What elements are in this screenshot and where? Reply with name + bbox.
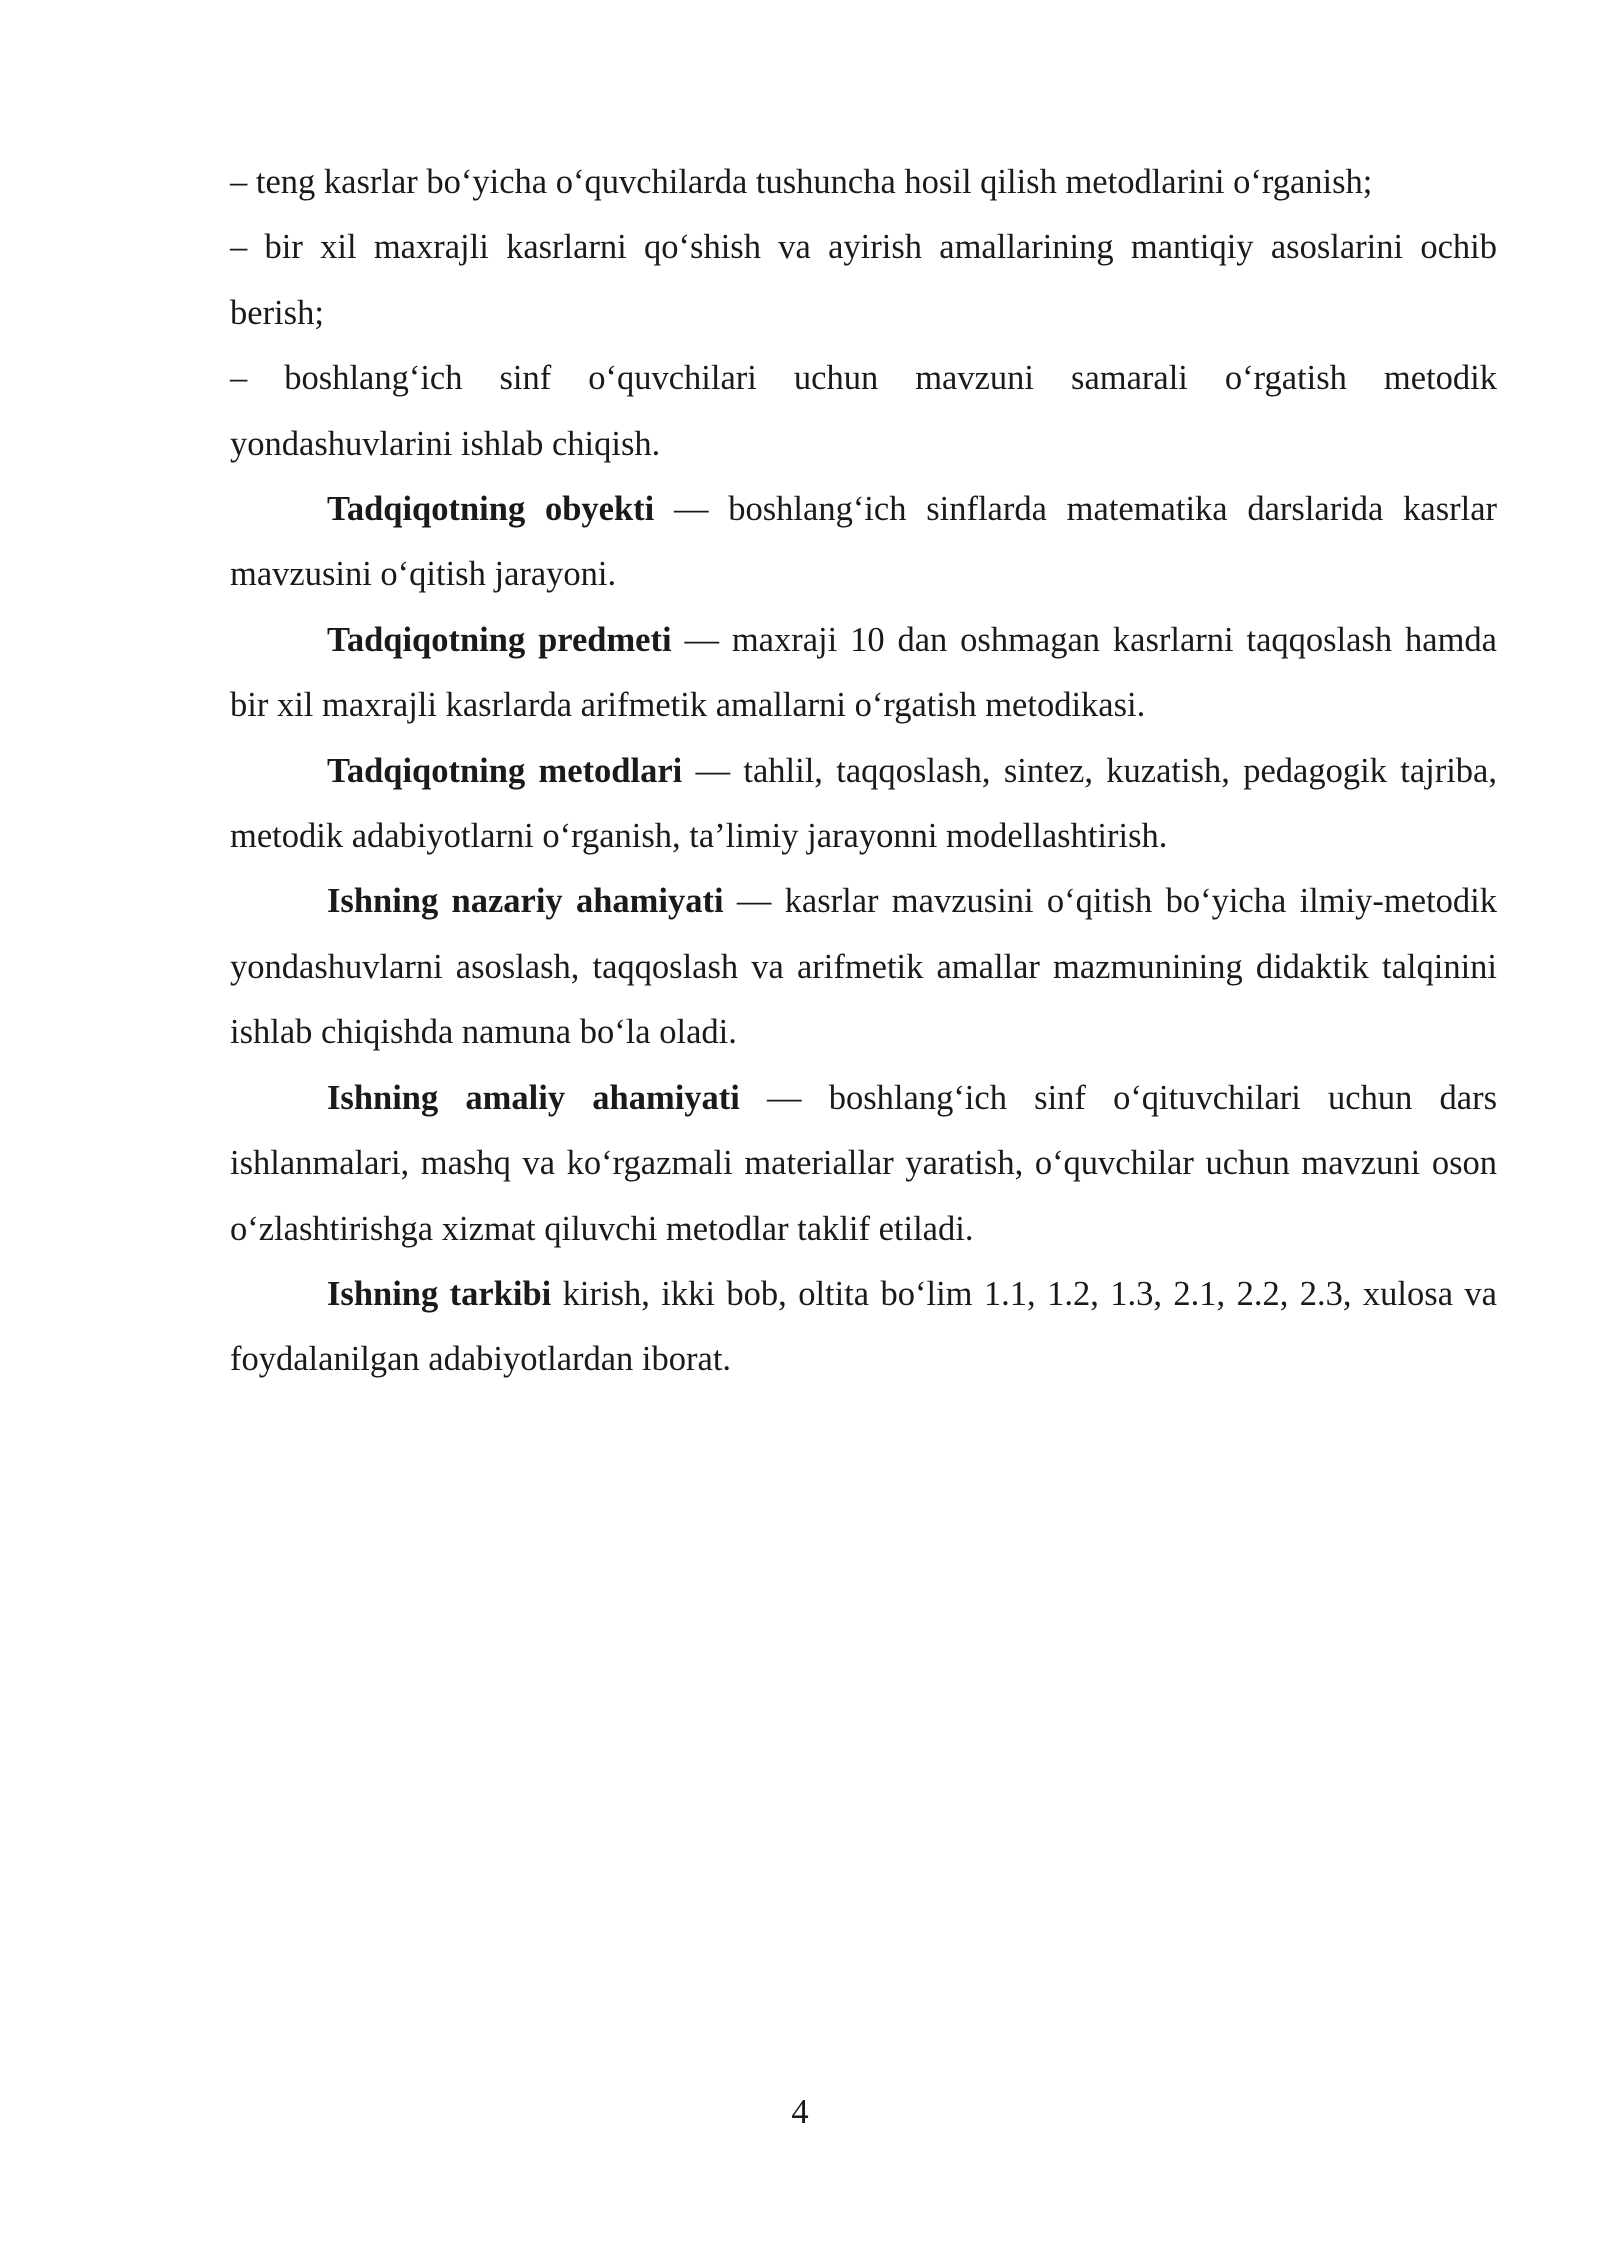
section-term: Ishning nazariy ahamiyati xyxy=(327,882,724,921)
section-structure xyxy=(230,1262,1497,1393)
section-research-subject xyxy=(230,608,1497,739)
section-text: — tahlil, taqqoslash, sintez, kuzatish, pedagogik tajriba, metodik adabiyotlarni o‘rganish, ta’limiy jarayonni modellashtirish. xyxy=(230,751,1497,856)
section-term: Tadqiqotning obyekti xyxy=(327,490,655,529)
section-research-methods xyxy=(230,739,1497,870)
section-term: Tadqiqotning metodlari xyxy=(327,751,683,790)
section-theoretical-significance xyxy=(230,869,1497,1065)
section-term: Ishning amaliy ahamiyati xyxy=(327,1078,740,1117)
section-text: kirish, ikki bob, oltita bo‘lim 1.1, 1.2, 1.3, 2.1, 2.2, 2.3, xulosa va foydalanilgan adabiyotlardan iborat. xyxy=(230,1274,1497,1379)
section-text: — maxraji 10 dan oshmagan kasrlarni taqqoslash hamda bir xil maxrajli kasrlarda arifmetik amallarni o‘rgatish metodikasi. xyxy=(230,620,1497,725)
section-term: Tadqiqotning predmeti xyxy=(327,620,672,659)
objective-item-1: – teng kasrlar bo‘yicha o‘quvchilarda tushuncha hosil qilish metodlarini o‘rganish; xyxy=(230,163,1373,201)
section-term: Ishning tarkibi xyxy=(327,1274,552,1313)
objective-item-3: – boshlang‘ich sinf o‘quvchilari uchun mavzuni samarali o‘rgatish metodik yondashuvlarini ishlab chiqish. xyxy=(230,359,1497,463)
section-text: — boshlang‘ich sinf o‘qituvchilari uchun dars ishlanmalari, mashq va ko‘rgazmali materiallar yaratish, o‘quvchilar uchun mavzuni oson o‘zlashtirishga xizmat qiluvchi metodlar taklif etiladi. xyxy=(230,1078,1498,1248)
section-text: — boshlang‘ich sinflarda matematika darslarida kasrlar mavzusini o‘qitish jarayoni. xyxy=(230,490,1497,594)
page-number: 4 xyxy=(791,2093,809,2131)
section-research-object xyxy=(230,477,1497,608)
page-body xyxy=(230,150,1497,1393)
section-practical-significance xyxy=(230,1066,1497,1262)
section-text: — kasrlar mavzusini o‘qitish bo‘yicha ilmiy-metodik yondashuvlarni asoslash, taqqoslash va arifmetik amallar mazmunining didaktik talqinini ishlab chiqishda namuna bo‘la oladi. xyxy=(230,882,1497,1052)
objective-item-2: – bir xil maxrajli kasrlarni qo‘shish va ayirish amallarining mantiqiy asoslarini ochib berish; xyxy=(230,228,1497,332)
